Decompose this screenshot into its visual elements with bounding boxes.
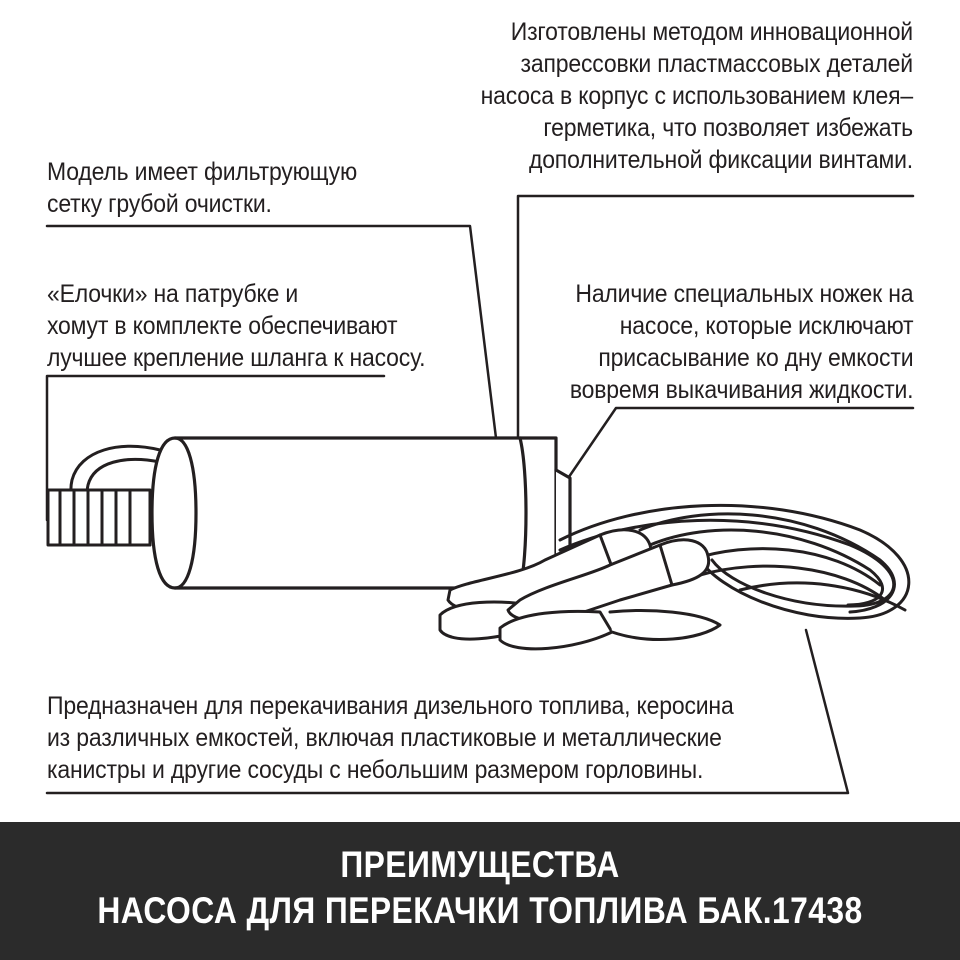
callout-line: дополнительной фиксации винтами.: [528, 146, 913, 174]
callout-line: насосе, которые исключают: [619, 312, 913, 340]
callout-line: Изготовлены методом инновационной: [510, 18, 913, 46]
manufacturing-callout: [481, 16, 913, 176]
feet-callout: [569, 278, 913, 406]
leader-feet: [560, 408, 913, 490]
fittings-callout: [47, 278, 425, 374]
callout-line: герметика, что позволяет избежать: [543, 114, 913, 142]
purpose-callout: [47, 690, 734, 786]
callout-line: канистры и другие сосуды с небольшим размером горловины.: [47, 756, 704, 784]
filter-callout: [47, 156, 357, 220]
callout-line: насоса в корпус с использованием клея–: [480, 82, 913, 110]
banner-subtitle: НАСОСА ДЛЯ ПЕРЕКАЧКИ ТОПЛИВА БАК.17438: [97, 890, 863, 931]
callout-line: запрессовки пластмассовых деталей: [520, 50, 913, 78]
callout-line: сетку грубой очистки.: [47, 190, 272, 218]
callout-line: хомут в комплекте обеспечивают: [47, 312, 398, 340]
ribbed-fitting: [48, 490, 150, 545]
callout-line: вовремя выкачивания жидкости.: [569, 376, 913, 404]
banner-title: ПРЕИМУЩЕСТВА: [340, 844, 620, 885]
callout-line: Наличие специальных ножек на: [575, 280, 913, 308]
pump-body: [152, 438, 570, 588]
callout-line: присасывание ко дну емкости: [597, 344, 913, 372]
callout-line: Предназначен для перекачивания дизельного топлива, керосина: [47, 692, 734, 720]
callout-line: лучшее крепление шланга к насосу.: [47, 344, 426, 372]
title-banner: [0, 822, 960, 960]
callout-line: из различных емкостей, включая пластиковые и металлические: [47, 724, 722, 752]
callout-line: Модель имеет фильтрующую: [47, 158, 358, 186]
callout-line: «Елочки» на патрубке и: [47, 280, 299, 308]
